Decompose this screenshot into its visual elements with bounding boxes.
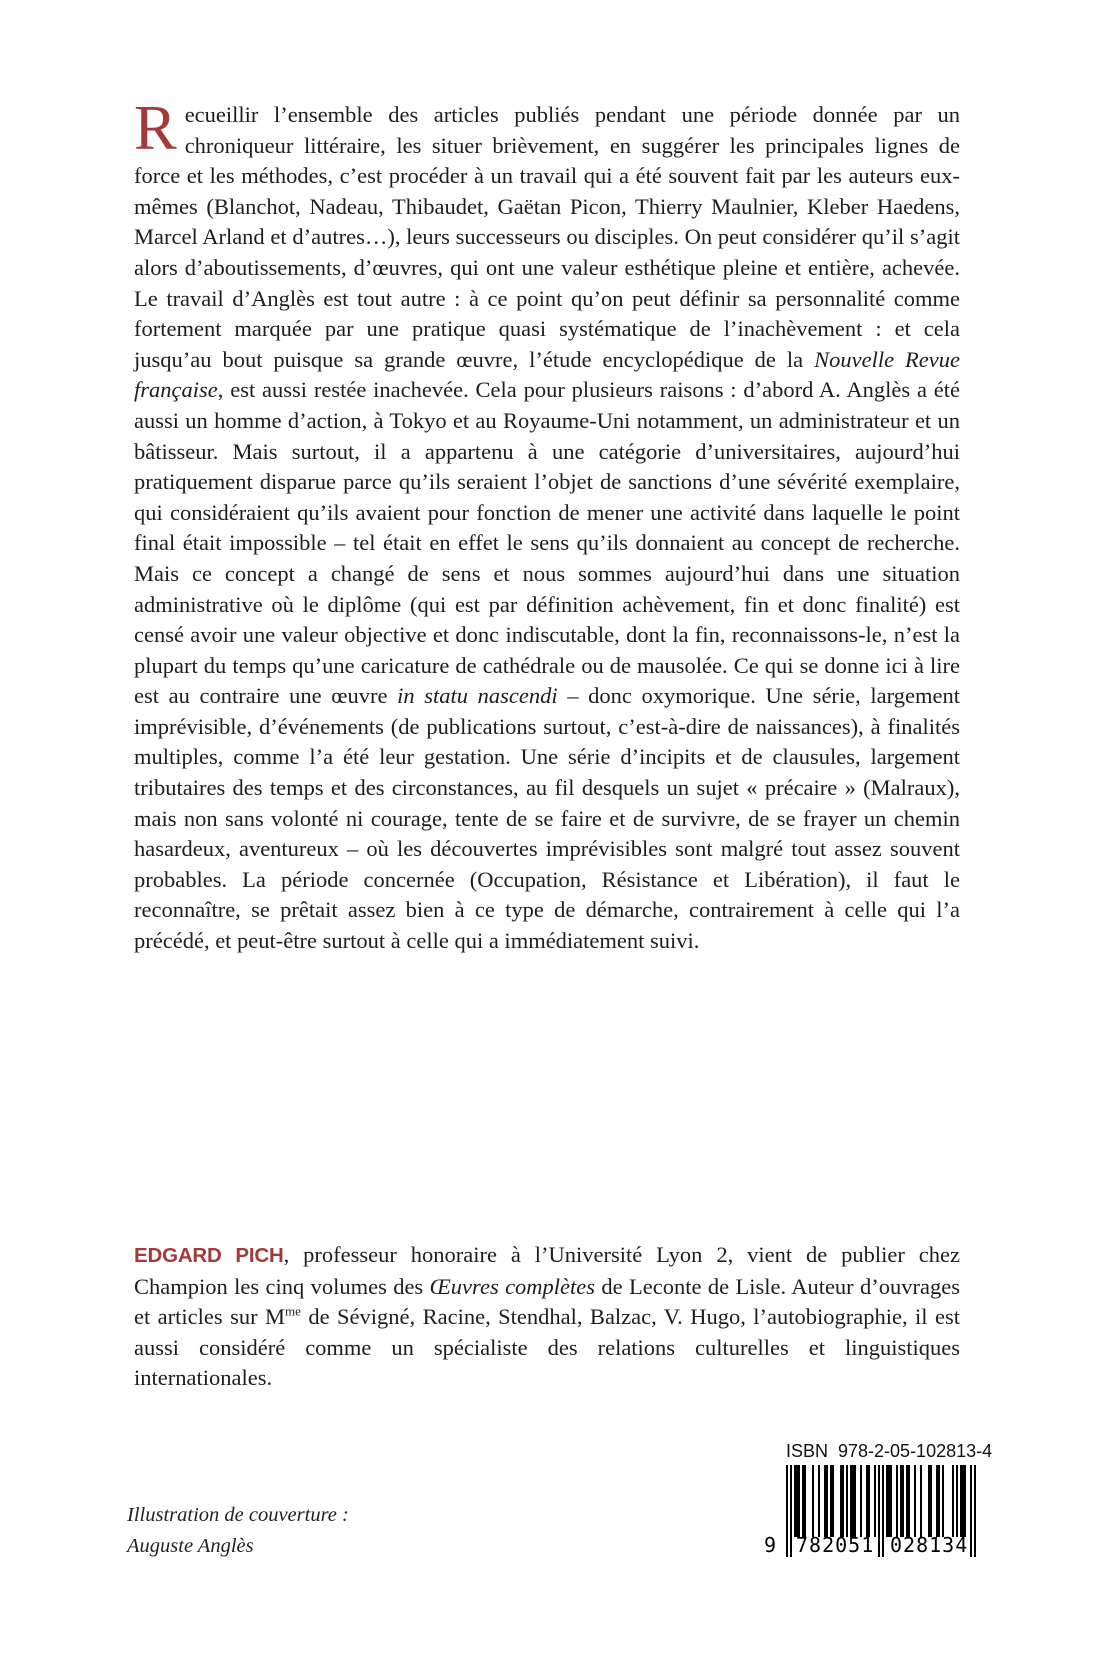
drop-cap-letter: R — [134, 92, 177, 163]
barcode-digits-group2: 028134 — [890, 1533, 969, 1557]
bio-text-2: de Leconte de Lisle. Auteur d’ouvrages et articles sur M — [134, 1273, 961, 1330]
barcode-digit-first: 9 — [764, 1533, 777, 1557]
superscript-me: me — [285, 1303, 301, 1319]
author-bio-paragraph — [134, 1240, 960, 1394]
barcode-digits-group1: 782051 — [796, 1533, 875, 1557]
paragraph-text-intro: ecueillir l’ensemble des articles publiés pendant une période donnée par un chroniqueur littéraire, les situer brièvement, en suggérer les principales lignes de force et les méthodes, c’est procéder à un travail qui a été souvent fait par les auteurs eux-mêmes (Blanchot, Nadeau, Thibaudet, Gaëtan Picon, Thierry Maulnier, Kleber Haedens, Marcel Arland et d’autres…), leurs successeurs ou disciples. On peut considérer qu’il s’agit alors d’aboutissements, d’œuvres, qui ont une valeur esthétique pleine et entière, achevée. Le travail d’Anglès est tout autre : à ce point qu’on peut définir sa personnalité comme fortement marquée par une pratique quasi systématique de l’inachèvement : et cela jusqu’au bout puisque sa grande œuvre, l’étude encyclopédique de la — [134, 102, 960, 372]
barcode-area — [764, 1465, 976, 1577]
isbn-label: ISBN 978-2-05-102813-4 — [786, 1441, 993, 1461]
paragraph-text-mid: , est aussi restée inachevée. Cela pour plusieurs raisons : d’abord A. Anglès a été aussi un homme d’action, à Tokyo et au Royaume-Uni notamment, un administrateur et un bâtisseur. Mais surtout, il a appartenu à une catégorie d’universitaires, aujourd’hui pratiquement disparue parce qu’ils seraient l’objet de sanctions d’une sévérité exemplaire, qui considéraient qu’ils avaient pour fonction de mener une activité dans laquelle le point final était impossible – tel était en effet le sens qu’ils donnaient au concept de recherche. Mais ce concept a changé de sens et nous sommes aujourd’hui dans une situation administrative où le diplôme (qui est par définition achèvement, fin et donc finalité) est censé avoir une valeur objective et donc indiscutable, dont la fin, reconnaissons-le, n’est la plupart du temps qu’une caricature de cathédrale ou de mausolée. Ce qui se donne ici à lire est au contraire une œuvre — [134, 377, 960, 709]
journal-title-italic: Nouvelle Revue française — [134, 346, 960, 403]
credit-line1: Illustration de couverture : — [127, 1504, 349, 1526]
credit-line2: Auguste Anglès — [127, 1535, 254, 1557]
main-paragraph — [134, 92, 960, 957]
latin-phrase-italic: in statu nascendi — [397, 683, 558, 709]
bio-text-3: de Sévigné, Racine, Stendhal, Balzac, V. Hugo, l’autobiographie, il est aussi considéré comme un spécialiste des relations culturelles et linguistiques internationales. — [134, 1304, 960, 1391]
author-name: EDGARD PICH — [134, 1244, 284, 1267]
paragraph-text-end: – donc oxymorique. Une série, largement imprévisible, d’événements (de publications surtout, c’est-à-dire de naissances), à finalités multiples, comme l’a été leur gestation. Une série d’incipits et de clausules, largement tributaires des temps et des circonstances, au fil desquels un sujet « précaire » (Malraux), mais non sans volonté ni courage, tente de se faire et de survivre, de se frayer un chemin hasardeux, aventureux – où les découvertes imprévisibles sont malgré tout assez souvent probables. La période concernée (Occupation, Résistance et Libération), il faut le reconnaître, se prêtait assez bien à ce type de démarche, contrairement à celle qui l’a précédé, et peut-être surtout à celle qui a immédiatement suivi. — [134, 683, 960, 954]
bio-text-1: , professeur honoraire à l’Université Lyon 2, vient de publier chez Champion les cinq volumes des — [134, 1242, 960, 1299]
cover-illustration-credit — [127, 1500, 349, 1562]
isbn-block — [762, 1441, 993, 1577]
book-title-italic: Œuvres complètes — [429, 1273, 596, 1299]
